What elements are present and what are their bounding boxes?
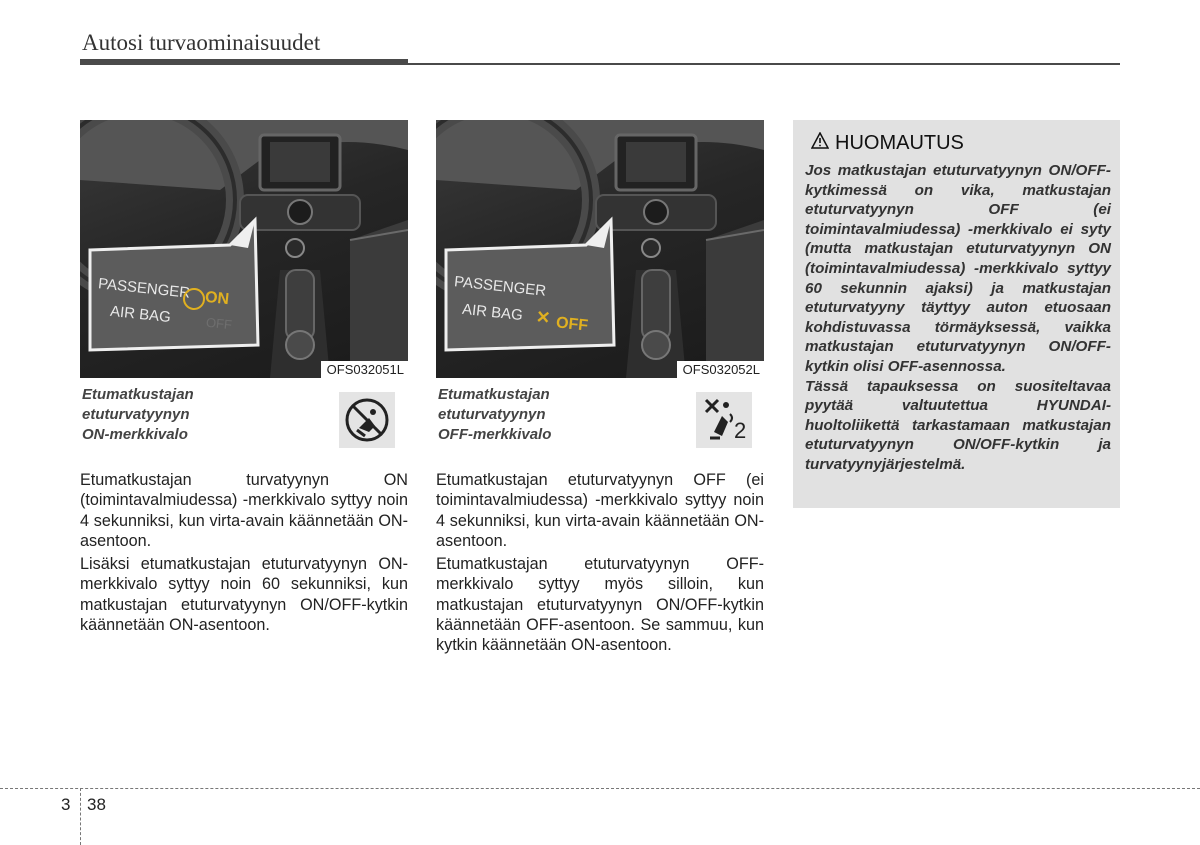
- figure-code: OFS032051L: [321, 361, 408, 378]
- figure-code: OFS032052L: [677, 361, 764, 378]
- section-title: Autosi turvaominaisuudet: [82, 30, 321, 55]
- panel-on-label: ON: [204, 288, 230, 309]
- panel-label-airbag: AIR BAG: [461, 300, 524, 325]
- column2-text: [436, 470, 764, 659]
- panel-label-airbag: AIR BAG: [109, 302, 172, 327]
- notice-body: [805, 161, 1111, 475]
- caption-line: Etumatkustajan: [438, 386, 550, 403]
- notice-header: [811, 132, 964, 155]
- header-rule-thin: [408, 63, 1120, 65]
- column1-text: [80, 470, 408, 638]
- notice-box: [793, 120, 1120, 508]
- panel-off-label: OFF: [205, 314, 233, 333]
- notice-paragraph: Tässä tapauksessa on suositeltavaa pyytää valtuutettua HYUNDAI-huoltoliikettä tarkastamaan matkustajan etuturvatyynyn ON/OFF-kytkin ja turvatyynyjärjestelmä.: [805, 377, 1111, 473]
- panel-label-passenger: PASSENGER: [453, 273, 547, 300]
- page-number: 38: [87, 795, 106, 814]
- warning-triangle-icon: [811, 132, 829, 155]
- paragraph: Lisäksi etumatkustajan etuturvatyynyn ON-merkkivalo syttyy noin 60 sekunniksi, kun matkustajan etuturvatyynyn ON/OFF-kytkin käännetään ON-asentoon.: [80, 555, 408, 635]
- dashboard-photo-on: [80, 120, 408, 378]
- notice-paragraph: Jos matkustajan etuturvatyynyn ON/OFF-kytkimessä on vika, matkustajan etuturvatyynyn OFF (ei toimintavalmiudessa) -merkkivalo ei syty (mutta matkustajan etuturvatyynyn ON (toimintavalmiudessa) -merkkivalo syttyy 60 sekunnin ajaksi) ja matkustajan etuturvatyyny täyttyy auton etuosaan kohdistuvassa törmäyksessä, vaikka matkustajan etuturvatyynyn ON/OFF-kytkin olisi OFF-asennossa.: [805, 162, 1111, 375]
- caption-line: ON-merkkivalo: [82, 426, 188, 443]
- caption-line: OFF-merkkivalo: [438, 426, 552, 443]
- notice-title: HUOMAUTUS: [835, 132, 964, 154]
- caption-line: etuturvatyynyn: [82, 406, 190, 423]
- indicator-digit: 2: [734, 418, 747, 443]
- chapter-number: 3: [61, 795, 71, 814]
- airbag-off-indicator-icon: [696, 392, 752, 448]
- panel-off-label: OFF: [555, 314, 589, 335]
- caption-line: Etumatkustajan: [82, 386, 194, 403]
- header-rule-thick: [80, 59, 408, 65]
- footer-divider: [80, 788, 81, 845]
- caption-line: etuturvatyynyn: [438, 406, 546, 423]
- paragraph: Etumatkustajan turvatyynyn ON (toimintavalmiudessa) -merkkivalo syttyy noin 4 sekunniksi, kun virta-avain käännetään ON-asentoon.: [80, 471, 408, 550]
- figure-caption-off: [438, 385, 688, 445]
- dashboard-photo-off: [436, 120, 764, 378]
- paragraph: Etumatkustajan etuturvatyynyn OFF-merkkivalo syttyy myös silloin, kun matkustajan etuturvatyynyn ON/OFF-kytkin käännetään OFF-asentoon. Se sammuu, kun kytkin käännetään ON-asentoon.: [436, 555, 764, 655]
- figure-caption-on: [82, 385, 332, 445]
- paragraph: Etumatkustajan etuturvatyynyn OFF (ei toimintavalmiudessa) -merkkivalo syttyy noin 4 sekunniksi, kun virta-avain käännetään ON-asentoon.: [436, 471, 764, 550]
- footer-rule: [0, 788, 1200, 789]
- airbag-on-indicator-icon: [339, 392, 395, 448]
- airbag-off-lamp-icon: ✕: [535, 307, 552, 328]
- panel-label-passenger: PASSENGER: [97, 275, 191, 302]
